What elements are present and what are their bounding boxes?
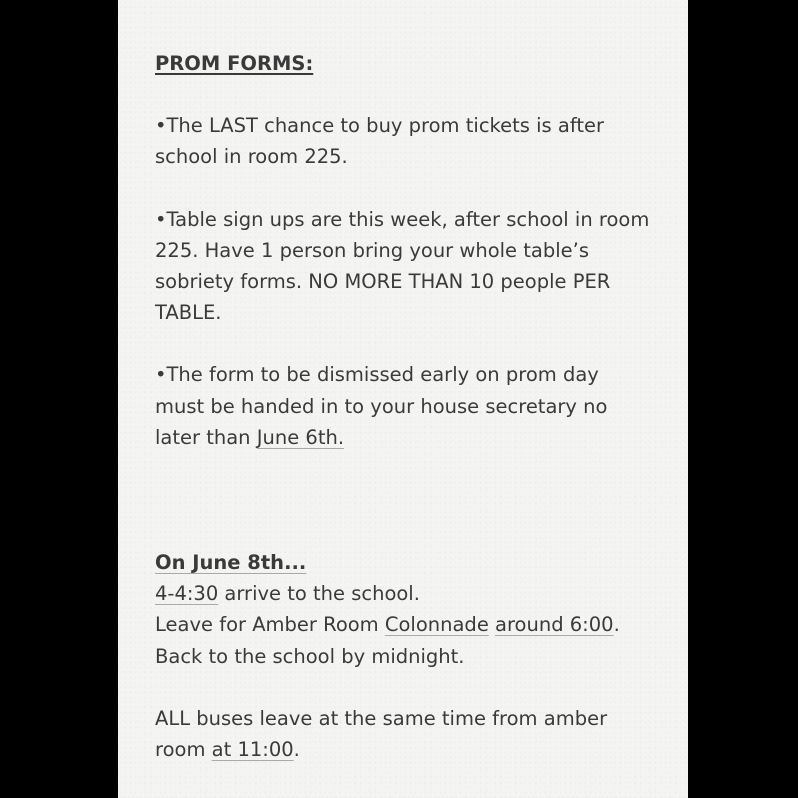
buses-block [155,703,665,765]
arrive-time-link[interactable]: 4-4:30 [155,582,219,606]
schedule-title-main: On June 8th [155,551,285,575]
leave-suffix: . [613,613,620,637]
bus-time-link[interactable]: at 11:00 [211,738,294,762]
tickets-line-1: •The LAST chance to buy prom tickets is after [155,114,605,138]
schedule-date-link[interactable] [155,551,306,574]
schedule-block [155,547,665,672]
spacer [155,672,665,703]
schedule-leave [155,609,665,640]
schedule-title [155,547,665,578]
tables-line-3: sobriety forms. NO MORE THAN 10 people PER [155,270,611,294]
dismissal-bullet [155,359,665,453]
note-page [118,0,688,798]
dismissal-date-link[interactable]: June 6th. [256,425,345,449]
tables-line-1: •Table sign ups are this week, after school in room [155,207,650,231]
buses-line-2 [155,734,665,765]
dismissal-line-3 [155,422,665,453]
schedule-arrive [155,578,665,609]
heading-text: PROM FORMS: [155,52,314,75]
buses-line-1: ALL buses leave at the same time from amber [155,706,608,730]
prom-forms-heading [155,48,665,79]
schedule-back: Back to the school by midnight. [155,644,465,668]
schedule-title-ellipsis: ... [284,551,307,575]
tables-bullet [155,204,665,329]
colonnade-link[interactable]: Colonnade [384,613,489,637]
tickets-bullet [155,110,665,172]
buses-line-2-suffix: . [293,738,300,762]
dismissal-line-2: must be handed in to your house secretary no [155,394,608,418]
arrive-text: arrive to the school. [218,582,420,606]
tables-line-4: TABLE. [155,301,222,325]
tickets-line-2: school in room 225. [155,145,348,169]
leave-prefix: Leave for Amber Room [155,613,385,637]
leave-time-link[interactable]: around 6:00 [495,613,614,637]
tables-line-2: 225. Have 1 person bring your whole table’s [155,238,589,262]
spacer [155,173,665,204]
spacer [155,79,665,110]
spacer [155,328,665,359]
dismissal-line-3-prefix: later than [155,425,257,449]
dismissal-line-1: •The form to be dismissed early on prom day [155,363,599,387]
note-content [155,48,665,765]
buses-line-2-prefix: room [155,738,212,762]
spacer-large [155,453,665,547]
